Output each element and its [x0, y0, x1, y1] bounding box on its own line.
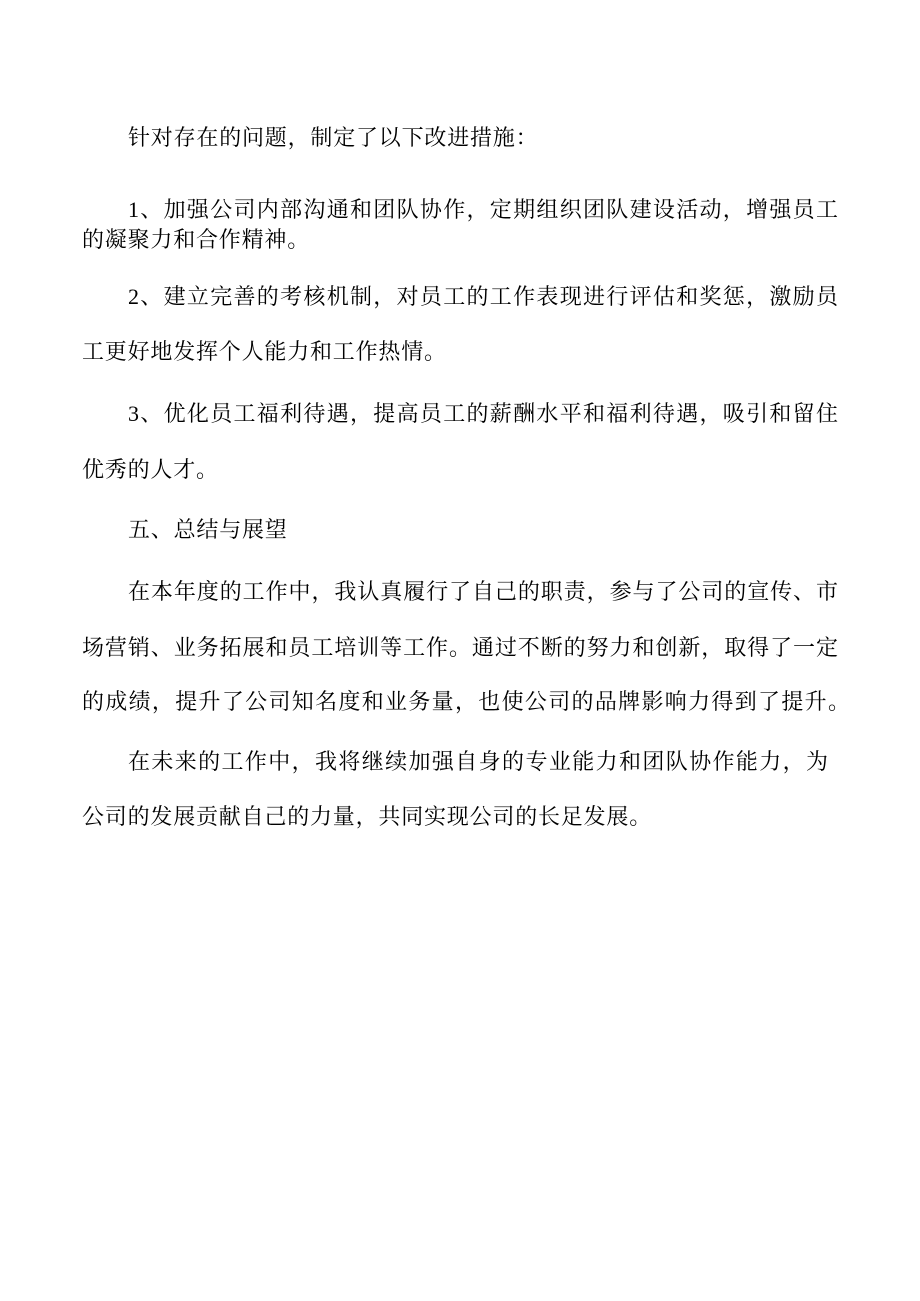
paragraph-line: 工更好地发挥个人能力和工作热情。	[82, 339, 447, 364]
paragraph-line: 的成绩，提升了公司知名度和业务量，也使公司的品牌影响力得到了提升。	[82, 689, 850, 714]
paragraph-line: 场营销、业务拓展和员工培训等工作。通过不断的努力和创新，取得了一定	[82, 635, 838, 660]
section-heading-text: 五、总结与展望	[128, 517, 288, 542]
paragraph-line: 2、建立完善的考核机制，对员工的工作表现进行评估和奖惩，激励员	[128, 284, 838, 309]
paragraph-line: 的凝聚力和合作精神。	[82, 227, 311, 252]
paragraph-line: 针对存在的问题，制定了以下改进措施：	[128, 125, 539, 150]
paragraph-line: 在本年度的工作中，我认真履行了自己的职责，参与了公司的宣传、市	[128, 579, 838, 604]
paragraph-line: 优秀的人才。	[82, 457, 219, 482]
paragraph-line: 在未来的工作中，我将继续加强自身的专业能力和团队协作能力，为	[128, 749, 828, 774]
paragraph-line: 1、加强公司内部沟通和团队协作，定期组织团队建设活动，增强员工	[128, 197, 838, 222]
paragraph-line: 公司的发展贡献自己的力量，共同实现公司的长足发展。	[82, 804, 653, 829]
paragraph-line: 3、优化员工福利待遇，提高员工的薪酬水平和福利待遇，吸引和留住	[128, 401, 838, 426]
